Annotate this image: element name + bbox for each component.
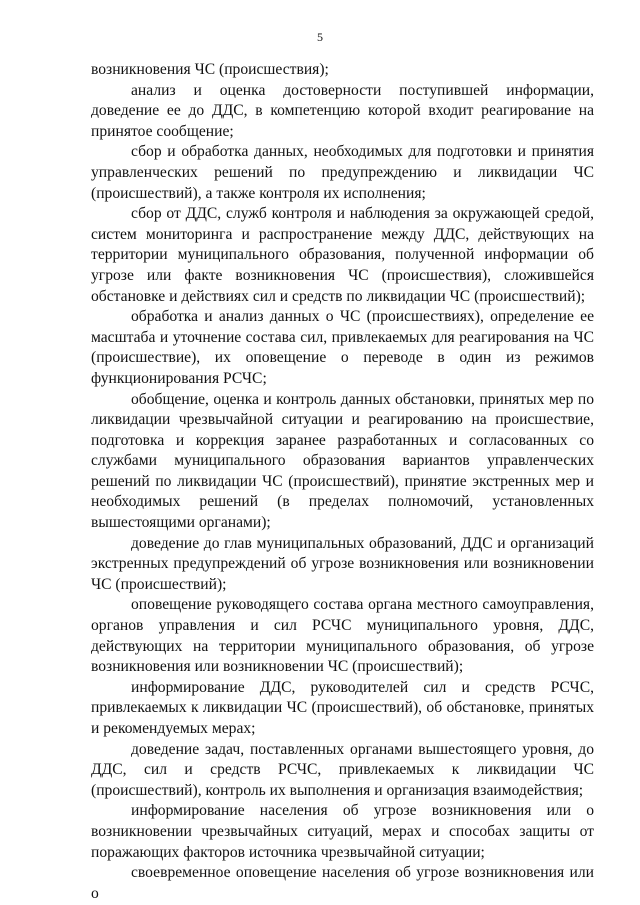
paragraph: доведение до глав муниципальных образований, ДДС и организаций экстренных предупреждений об угрозе возникновения или возникновении ЧС (происшествий); — [91, 534, 594, 593]
paragraph: обработка и анализ данных о ЧС (происшествиях), определение ее масштаба и уточнение состава сил, привлекаемых для реагирования на ЧС (происшествие), их оповещение о переводе в один из режимов функционирования РСЧС; — [91, 308, 594, 387]
paragraph: сбор и обработка данных, необходимых для подготовки и принятия управленческих решений по предупреждению и ликвидации ЧС (происшествий), а также контроля их исполнения; — [91, 143, 594, 202]
paragraph: информирование ДДС, руководителей сил и средств РСЧС, привлекаемых к ликвидации ЧС (происшествий), об обстановке, принятых и рекомендуемых мерах; — [91, 678, 594, 737]
paragraph: информирование населения об угрозе возникновения или о возникновении чрезвычайных ситуаций, мерах и способах защиты от поражающих факторов источника чрезвычайной ситуации; — [91, 802, 594, 861]
page-number: 5 — [317, 30, 323, 44]
paragraph: обобщение, оценка и контроль данных обстановки, принятых мер по ликвидации чрезвычайной ситуации и реагированию на происшествие, подготовка и коррекция заранее разработанных и согласованных со службами муниципального образования вариантов управленческих решений по ликвидации ЧС (происшествий), принятие экстренных мер и необходимых решений (в пределах полномочий, установленных вышестоящими органами); — [91, 390, 594, 532]
document-body — [91, 60, 594, 904]
paragraph: доведение задач, поставленных органами вышестоящего уровня, до ДДС, сил и средств РСЧС, привлекаемых к ликвидации ЧС (происшествий), контроль их выполнения и организация взаимодействия; — [91, 740, 594, 799]
paragraph: оповещение руководящего состава органа местного самоуправления, органов управления и сил РСЧС муниципального уровня, ДДС, действующих на территории муниципального образования, об угрозе возникновения или возникновении ЧС (происшествий); — [91, 596, 594, 676]
paragraph: сбор от ДДС, служб контроля и наблюдения за окружающей средой, систем мониторинга и распространение между ДДС, действующих на территории муниципального образования, полученной информации об угрозе или факте возникновения ЧС (происшествия), сложившейся обстановке и действиях сил и средств по ликвидации ЧС (происшествий); — [91, 205, 594, 305]
paragraph: своевременное оповещение населения об угрозе возникновения или о — [91, 864, 594, 902]
paragraph: анализ и оценка достоверности поступившей информации, доведение ее до ДДС, в компетенцию которой входит реагирование на принятое сообщение; — [91, 81, 594, 140]
paragraph: возникновения ЧС (происшествия); — [91, 61, 329, 78]
